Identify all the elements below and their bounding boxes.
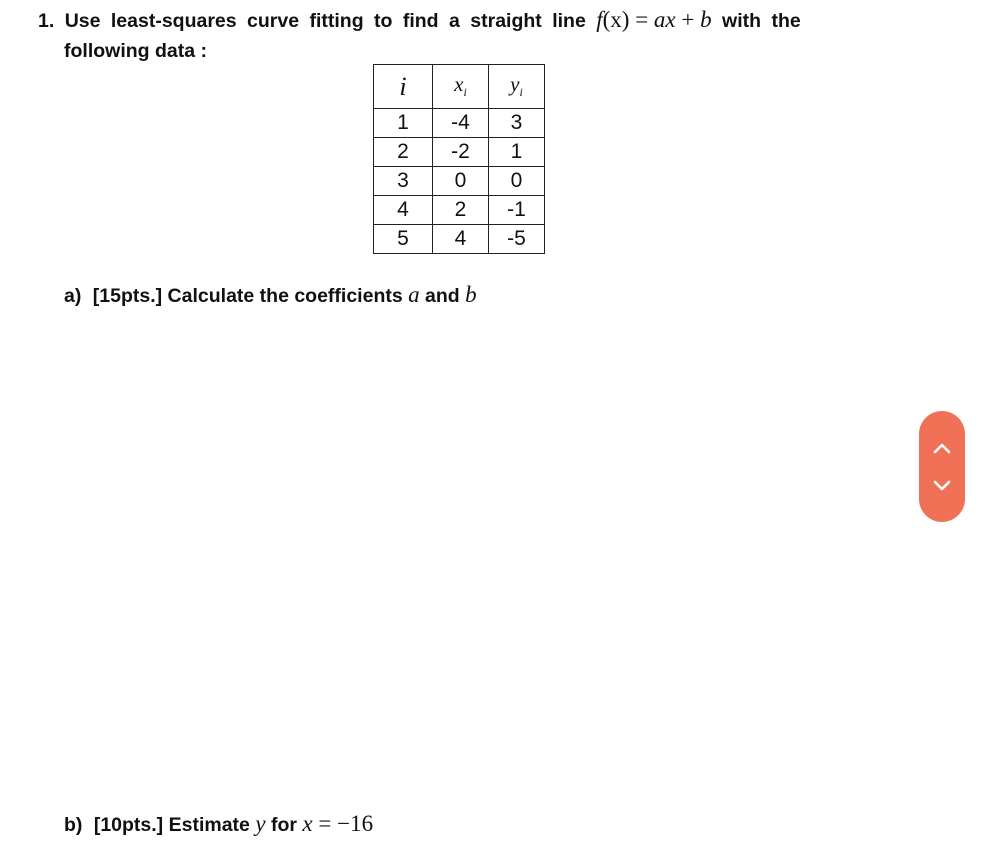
question-intro-tail: with the (722, 10, 801, 32)
table-row (374, 167, 545, 196)
chevron-down-icon (933, 480, 951, 492)
question-intro: Use least-squares curve fitting to find a straight line (64, 10, 586, 32)
header-x (433, 65, 489, 109)
part-b-text: Estimate (168, 814, 250, 836)
part-b-expression (302, 811, 373, 836)
cell-y: 3 (489, 109, 545, 138)
header-y-symbol: y (510, 72, 520, 97)
data-table (373, 64, 545, 254)
cell-y: 0 (489, 167, 545, 196)
part-a (64, 282, 477, 308)
part-b-var-x: x (302, 811, 313, 836)
formula-b: b (700, 7, 712, 32)
header-y-subscript: i (519, 85, 523, 100)
header-x-symbol: x (454, 72, 464, 97)
part-b-value: −16 (337, 811, 374, 836)
cell-i: 1 (374, 109, 433, 138)
part-a-var-a: a (408, 282, 420, 307)
cell-i: 5 (374, 225, 433, 254)
header-i: i (374, 65, 433, 109)
formula-equals: = (629, 7, 654, 32)
cell-y: -5 (489, 225, 545, 254)
cell-y: 1 (489, 138, 545, 167)
part-b-var-y: y (255, 811, 266, 836)
table-row (374, 138, 545, 167)
part-b-for: for (270, 814, 297, 836)
header-y (489, 65, 545, 109)
scroll-down-button[interactable] (927, 471, 957, 501)
part-b (64, 811, 373, 837)
cell-i: 4 (374, 196, 433, 225)
chevron-up-icon (933, 442, 951, 454)
part-a-var-b: b (465, 282, 477, 307)
line-formula (596, 7, 711, 32)
part-a-label: a) (64, 285, 82, 307)
part-a-text: Calculate the coefficients (167, 285, 403, 307)
table-row (374, 109, 545, 138)
formula-arg: (x) (602, 7, 630, 32)
formula-ax: ax (653, 7, 676, 32)
formula-plus: + (675, 7, 701, 32)
table-row (374, 196, 545, 225)
cell-x: 2 (433, 196, 489, 225)
header-x-subscript: i (463, 85, 467, 100)
cell-x: 4 (433, 225, 489, 254)
scroll-nav-pill (919, 411, 965, 522)
scroll-up-button[interactable] (927, 433, 957, 463)
question-line-1 (38, 7, 801, 33)
formula-f: f (596, 7, 603, 32)
part-b-label: b) (64, 814, 83, 836)
table-row (374, 225, 545, 254)
cell-y: -1 (489, 196, 545, 225)
part-a-points: [15pts.] (92, 285, 163, 307)
cell-i: 2 (374, 138, 433, 167)
part-b-points: [10pts.] (93, 814, 164, 836)
question-line-2: following data : (64, 40, 207, 62)
table-body (374, 109, 545, 254)
question-number: 1. (38, 10, 55, 32)
part-a-and: and (425, 285, 460, 307)
cell-x: -2 (433, 138, 489, 167)
cell-x: -4 (433, 109, 489, 138)
cell-x: 0 (433, 167, 489, 196)
part-b-equals: = (312, 811, 338, 836)
cell-i: 3 (374, 167, 433, 196)
table-header-row (374, 65, 545, 109)
